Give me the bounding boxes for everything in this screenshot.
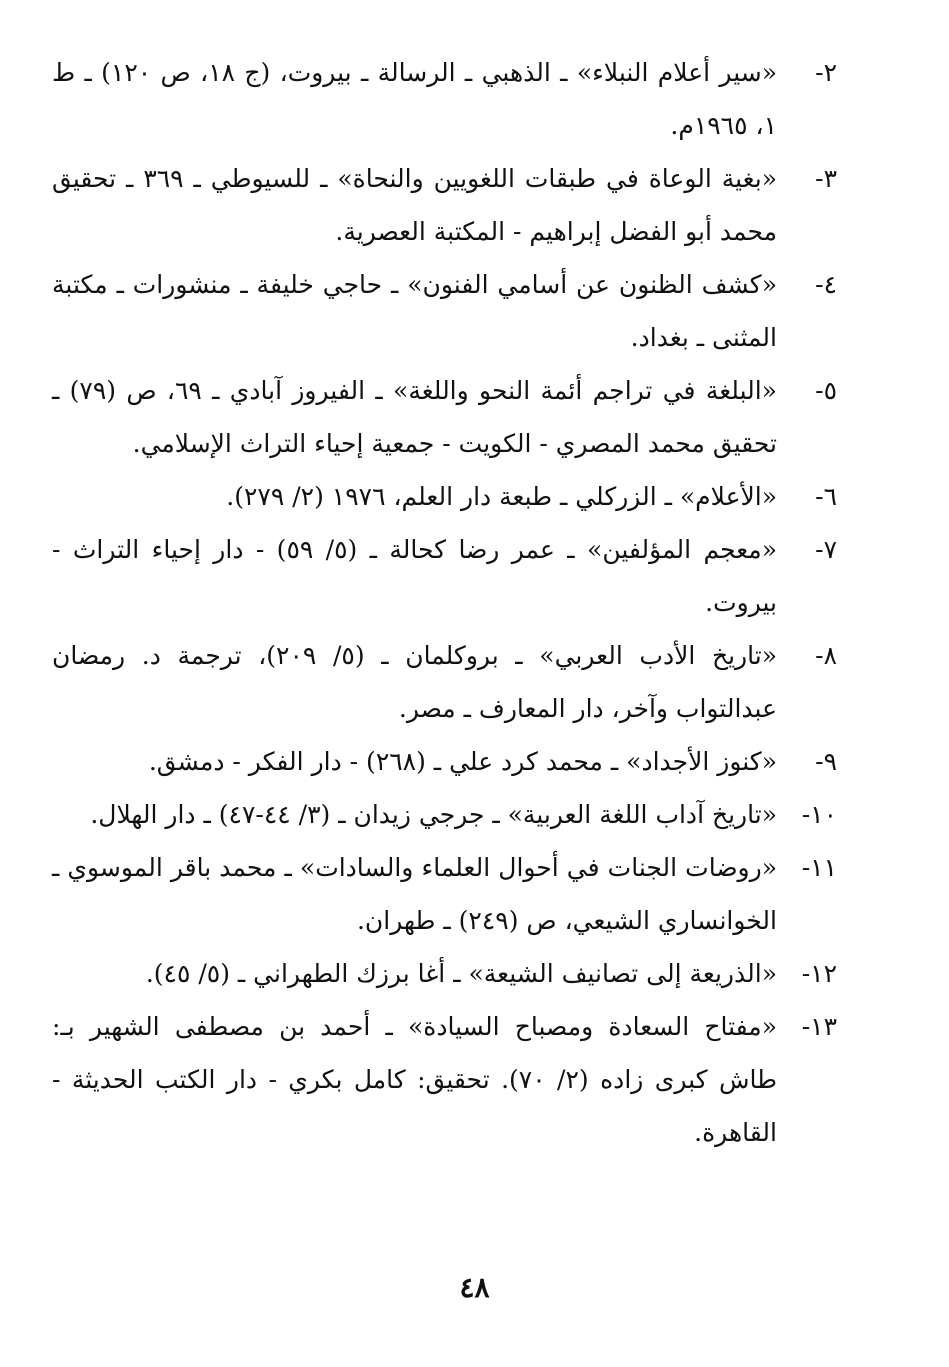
reference-text: «بغية الوعاة في طبقات اللغويين والنحاة» ـ للسيوطي ـ ٣٦٩ ـ تحقيق محمد أبو الفضل إبراهيم - المكتبة العصرية. xyxy=(52,164,778,246)
reference-item xyxy=(52,629,837,735)
reference-text: «تاريخ الأدب العربي» ـ بروكلمان ـ (٥/ ٢٠٩)، ترجمة د. رمضان عبدالتواب وآخر، دار المعارف ـ مصر. xyxy=(52,641,777,723)
reference-number: ١١- xyxy=(801,853,837,882)
reference-item xyxy=(52,470,837,523)
reference-item xyxy=(52,46,837,152)
reference-text: «البلغة في تراجم أئمة النحو واللغة» ـ الفيروز آبادي ـ ٦٩، ص (٧٩) ـ تحقيق محمد المصري - الكويت - جمعية إحياء التراث الإسلامي. xyxy=(52,376,777,458)
reference-number: ٥- xyxy=(815,376,837,405)
reference-number: ١٣- xyxy=(801,1012,837,1041)
reference-item xyxy=(52,735,837,788)
reference-number: ٣- xyxy=(815,164,837,193)
reference-number: ٦- xyxy=(815,482,837,511)
reference-item xyxy=(52,523,837,629)
reference-item xyxy=(52,788,837,841)
reference-item xyxy=(52,841,837,947)
reference-text: «الذريعة إلى تصانيف الشيعة» ـ أغا برزك الطهراني ـ (٥/ ٤٥). xyxy=(145,959,777,988)
reference-item xyxy=(52,258,837,364)
references-list xyxy=(52,46,837,1159)
reference-number: ٧- xyxy=(815,535,837,564)
reference-number: ٤- xyxy=(815,270,837,299)
reference-item xyxy=(52,364,837,470)
reference-text: «كشف الظنون عن أسامي الفنون» ـ حاجي خليفة ـ منشورات ـ مكتبة المثنى ـ بغداد. xyxy=(52,270,777,352)
page-number: ٤٨ xyxy=(459,1271,490,1304)
reference-number: ٢- xyxy=(815,58,837,87)
reference-text: «كنوز الأجداد» ـ محمد كرد علي ـ (٢٦٨) - دار الفكر - دمشق. xyxy=(148,747,777,776)
reference-item xyxy=(52,1000,837,1159)
reference-text: «الأعلام» ـ الزركلي ـ طبعة دار العلم، ١٩٧٦ (٢/ ٢٧٩). xyxy=(226,482,777,511)
reference-text: «تاريخ آداب اللغة العربية» ـ جرجي زيدان ـ (٣/ ٤٤-٤٧) ـ دار الهلال. xyxy=(90,800,777,829)
reference-item xyxy=(52,152,837,258)
reference-item xyxy=(52,947,837,1000)
reference-number: ١٠- xyxy=(801,800,837,829)
reference-number: ٩- xyxy=(815,747,837,776)
reference-text: «روضات الجنات في أحوال العلماء والسادات» ـ محمد باقر الموسوي ـ الخوانساري الشيعي، ص (٢٤٩) ـ طهران. xyxy=(52,853,777,935)
reference-text: «سير أعلام النبلاء» ـ الذهبي ـ الرسالة ـ بيروت، (ج ١٨، ص ١٢٠) ـ ط ١، ١٩٦٥م. xyxy=(52,58,777,140)
reference-number: ١٢- xyxy=(801,959,837,988)
reference-number: ٨- xyxy=(815,641,837,670)
reference-text: «مفتاح السعادة ومصباح السيادة» ـ أحمد بن مصطفى الشهير بـ: طاش كبرى زاده (٢/ ٧٠). تحقيق: كامل بكري - دار الكتب الحديثة - القاهرة. xyxy=(52,1012,778,1147)
reference-text: «معجم المؤلفين» ـ عمر رضا كحالة ـ (٥/ ٥٩) - دار إحياء التراث - بيروت. xyxy=(52,535,777,617)
